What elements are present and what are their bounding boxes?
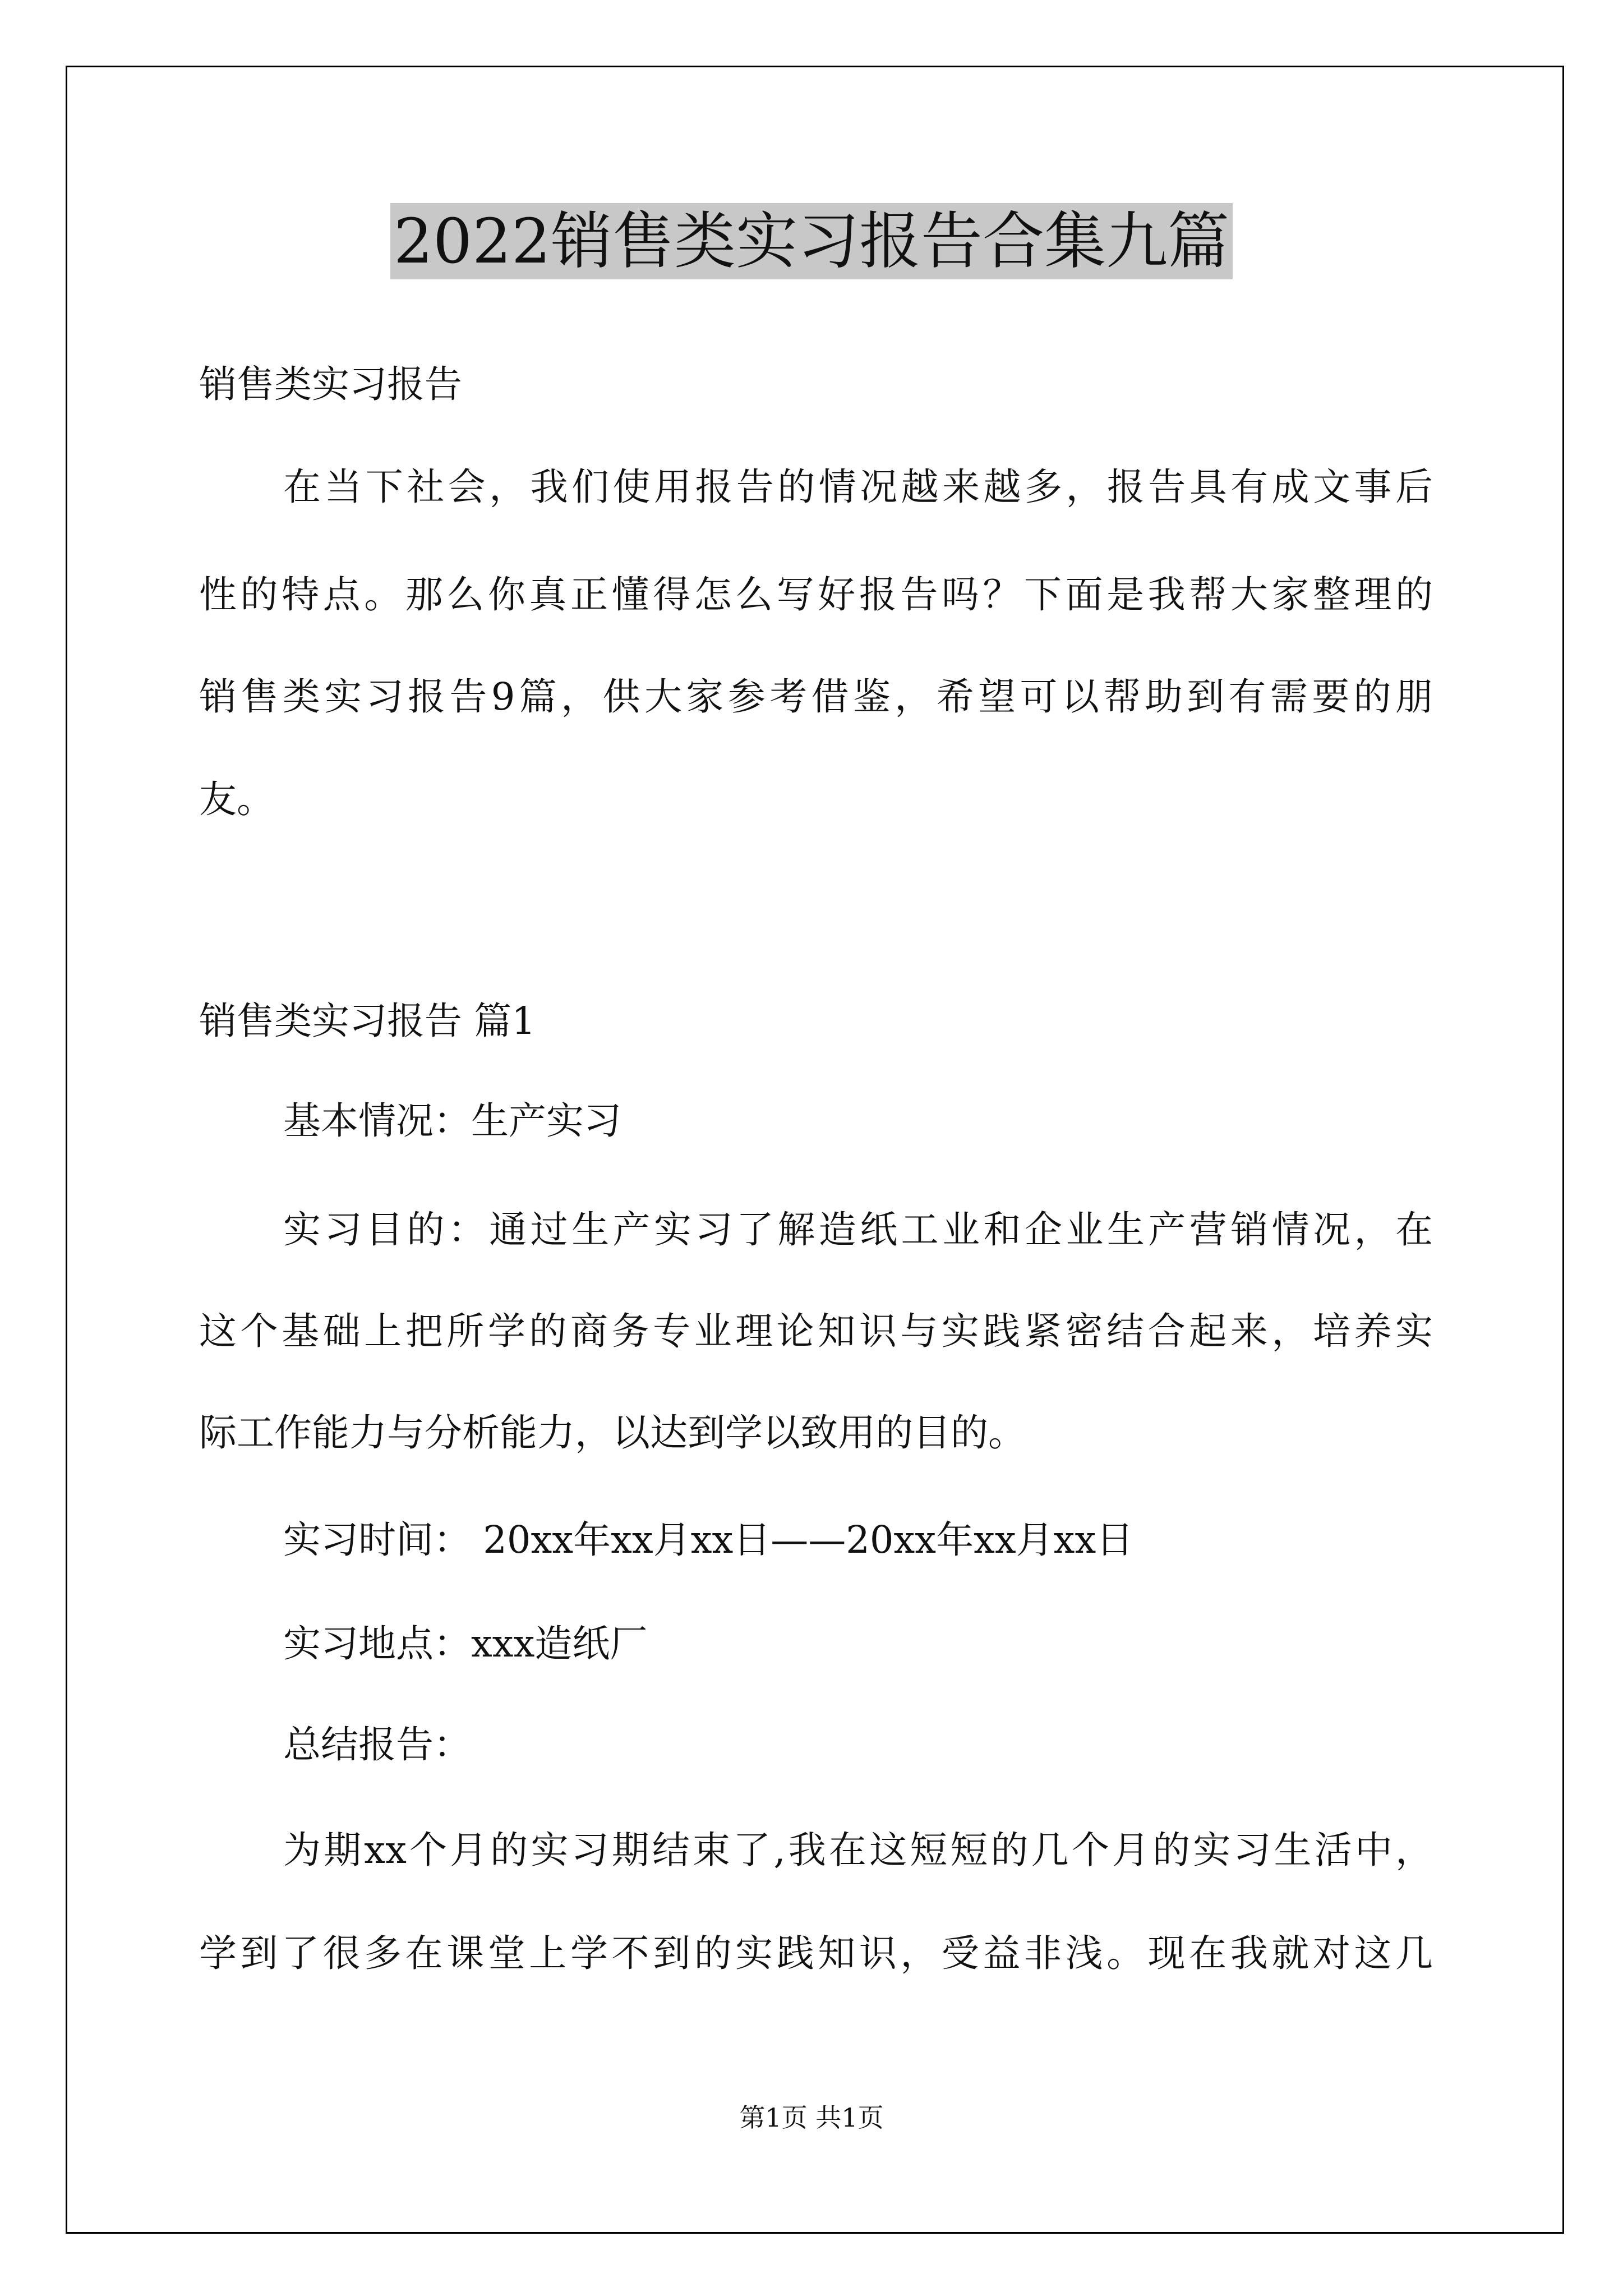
paragraph-line: 总结报告： [283,1723,471,1766]
page-footer: 第1页 共1页 [739,2102,884,2133]
document-title-text: 2022销售类实习报告合集九篇 [390,203,1233,279]
paragraph-line: 实习时间： 20xx年xx月xx日——20xx年xx月xx日 [283,1518,1134,1562]
section-heading: 销售类实习报告 篇1 [199,999,536,1043]
paragraph-line: 学到了很多在课堂上学不到的实践知识，受益非浅。现在我就对这几 [199,1931,1433,1975]
paragraph-line: 实习目的：通过生产实习了解造纸工业和企业生产营销情况，在 [283,1208,1433,1251]
paragraph-line: 实习地点：xxx造纸厂 [283,1622,648,1665]
paragraph-line: 友。 [199,777,274,821]
section-heading: 销售类实习报告 [199,362,462,406]
paragraph-line: 销售类实习报告9篇，供大家参考借鉴，希望可以帮助到有需要的朋 [199,675,1433,719]
paragraph-line: 在当下社会，我们使用报告的情况越来越多，报告具有成文事后 [283,465,1433,509]
paragraph-line: 性的特点。那么你真正懂得怎么写好报告吗？下面是我帮大家整理的 [199,573,1433,616]
document-title [0,199,1623,283]
paragraph-line: 际工作能力与分析能力，以达到学以致用的目的。 [199,1411,1026,1455]
paragraph-line: 这个基础上把所学的商务专业理论知识与实践紧密结合起来，培养实 [199,1309,1433,1353]
paragraph-line: 基本情况：生产实习 [283,1099,621,1143]
paragraph-line: 为期xx个月的实习期结束了,我在这短短的几个月的实习生活中， [283,1828,1433,1872]
